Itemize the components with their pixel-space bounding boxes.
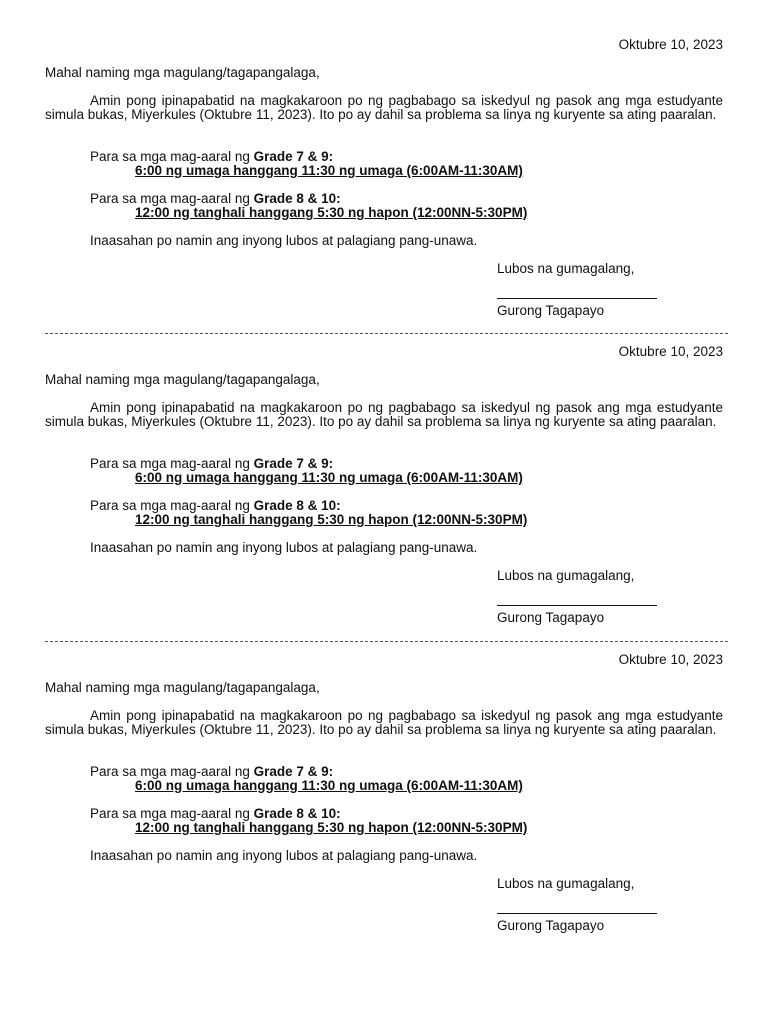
body-paragraph: Amin pong ipinapabatid na magkakaroon po ng pagbabago sa iskedyul ng pasok ang mga estudyante simula bukas, Miyerkules (Oktubre 11, 2023). Ito po ay dahil sa problema sa linya ng kuryente sa ating paaralan.: [45, 93, 723, 122]
grade-8-10-block: [90, 499, 527, 527]
letter-date: Oktubre 10, 2023: [618, 37, 723, 52]
grade-intro: Para sa mga mag-aaral ng: [90, 149, 254, 164]
body-paragraph: Amin pong ipinapabatid na magkakaroon po ng pagbabago sa iskedyul ng pasok ang mga estudyante simula bukas, Miyerkules (Oktubre 11, 2023). Ito po ay dahil sa problema sa linya ng kuryente sa ating paaralan.: [45, 400, 723, 429]
grade-7-9-schedule: 6:00 ng umaga hanggang 11:30 ng umaga (6:00AM-11:30AM): [135, 163, 523, 178]
grade-8-10-schedule: 12:00 ng tanghali hanggang 5:30 ng hapon (12:00NN-5:30PM): [135, 205, 528, 220]
closing-line: Inaasahan po namin ang inyong lubos at palagiang pang-unawa.: [90, 540, 478, 555]
grade-intro: Para sa mga mag-aaral ng: [90, 456, 254, 471]
grade-7-9-schedule: 6:00 ng umaga hanggang 11:30 ng umaga (6:00AM-11:30AM): [135, 778, 523, 793]
grade-intro: Para sa mga mag-aaral ng: [90, 498, 254, 513]
grade-7-9-label: Grade 7 & 9:: [253, 149, 334, 164]
grade-8-10-block: [90, 192, 527, 220]
grade-8-10-label: Grade 8 & 10:: [253, 806, 341, 821]
grade-label: [90, 150, 523, 164]
grade-8-10-schedule: 12:00 ng tanghali hanggang 5:30 ng hapon (12:00NN-5:30PM): [135, 512, 528, 527]
body-paragraph: Amin pong ipinapabatid na magkakaroon po ng pagbabago sa iskedyul ng pasok ang mga estudyante simula bukas, Miyerkules (Oktubre 11, 2023). Ito po ay dahil sa problema sa linya ng kuryente sa ating paaralan.: [45, 708, 723, 737]
signature-line: [497, 905, 657, 914]
signoff: Lubos na gumagalang,: [497, 876, 635, 891]
grade-intro: Para sa mga mag-aaral ng: [90, 764, 254, 779]
signature-line: [497, 290, 657, 299]
grade-intro: Para sa mga mag-aaral ng: [90, 191, 254, 206]
grade-label: [90, 765, 523, 779]
grade-label: [90, 807, 527, 821]
closing-line: Inaasahan po namin ang inyong lubos at palagiang pang-unawa.: [90, 233, 478, 248]
letter-date: Oktubre 10, 2023: [618, 344, 723, 359]
grade-7-9-label: Grade 7 & 9:: [253, 764, 334, 779]
cut-line-divider: [45, 333, 728, 334]
cut-line-divider: [45, 641, 728, 642]
salutation: Mahal naming mga magulang/tagapangalaga,: [45, 65, 320, 80]
letter-copy-1: [45, 38, 723, 334]
signature-line: [497, 597, 657, 606]
grade-label: [90, 192, 527, 206]
grade-7-9-block: [90, 150, 523, 178]
signatory-name: Gurong Tagapayo: [497, 303, 605, 318]
grade-7-9-label: Grade 7 & 9:: [253, 456, 334, 471]
signoff: Lubos na gumagalang,: [497, 568, 635, 583]
letter-date: Oktubre 10, 2023: [618, 652, 723, 667]
grade-intro: Para sa mga mag-aaral ng: [90, 806, 254, 821]
grade-8-10-label: Grade 8 & 10:: [253, 498, 341, 513]
grade-8-10-label: Grade 8 & 10:: [253, 191, 341, 206]
grade-7-9-schedule: 6:00 ng umaga hanggang 11:30 ng umaga (6:00AM-11:30AM): [135, 470, 523, 485]
signoff: Lubos na gumagalang,: [497, 261, 635, 276]
grade-7-9-block: [90, 457, 523, 485]
grade-8-10-block: [90, 807, 527, 835]
grade-8-10-schedule: 12:00 ng tanghali hanggang 5:30 ng hapon (12:00NN-5:30PM): [135, 820, 528, 835]
signatory-name: Gurong Tagapayo: [497, 610, 605, 625]
closing-line: Inaasahan po namin ang inyong lubos at palagiang pang-unawa.: [90, 848, 478, 863]
grade-7-9-block: [90, 765, 523, 793]
letter-copy-2: [45, 345, 723, 641]
letter-copy-3: [45, 653, 723, 949]
grade-label: [90, 499, 527, 513]
signatory-name: Gurong Tagapayo: [497, 918, 605, 933]
salutation: Mahal naming mga magulang/tagapangalaga,: [45, 372, 320, 387]
salutation: Mahal naming mga magulang/tagapangalaga,: [45, 680, 320, 695]
grade-label: [90, 457, 523, 471]
